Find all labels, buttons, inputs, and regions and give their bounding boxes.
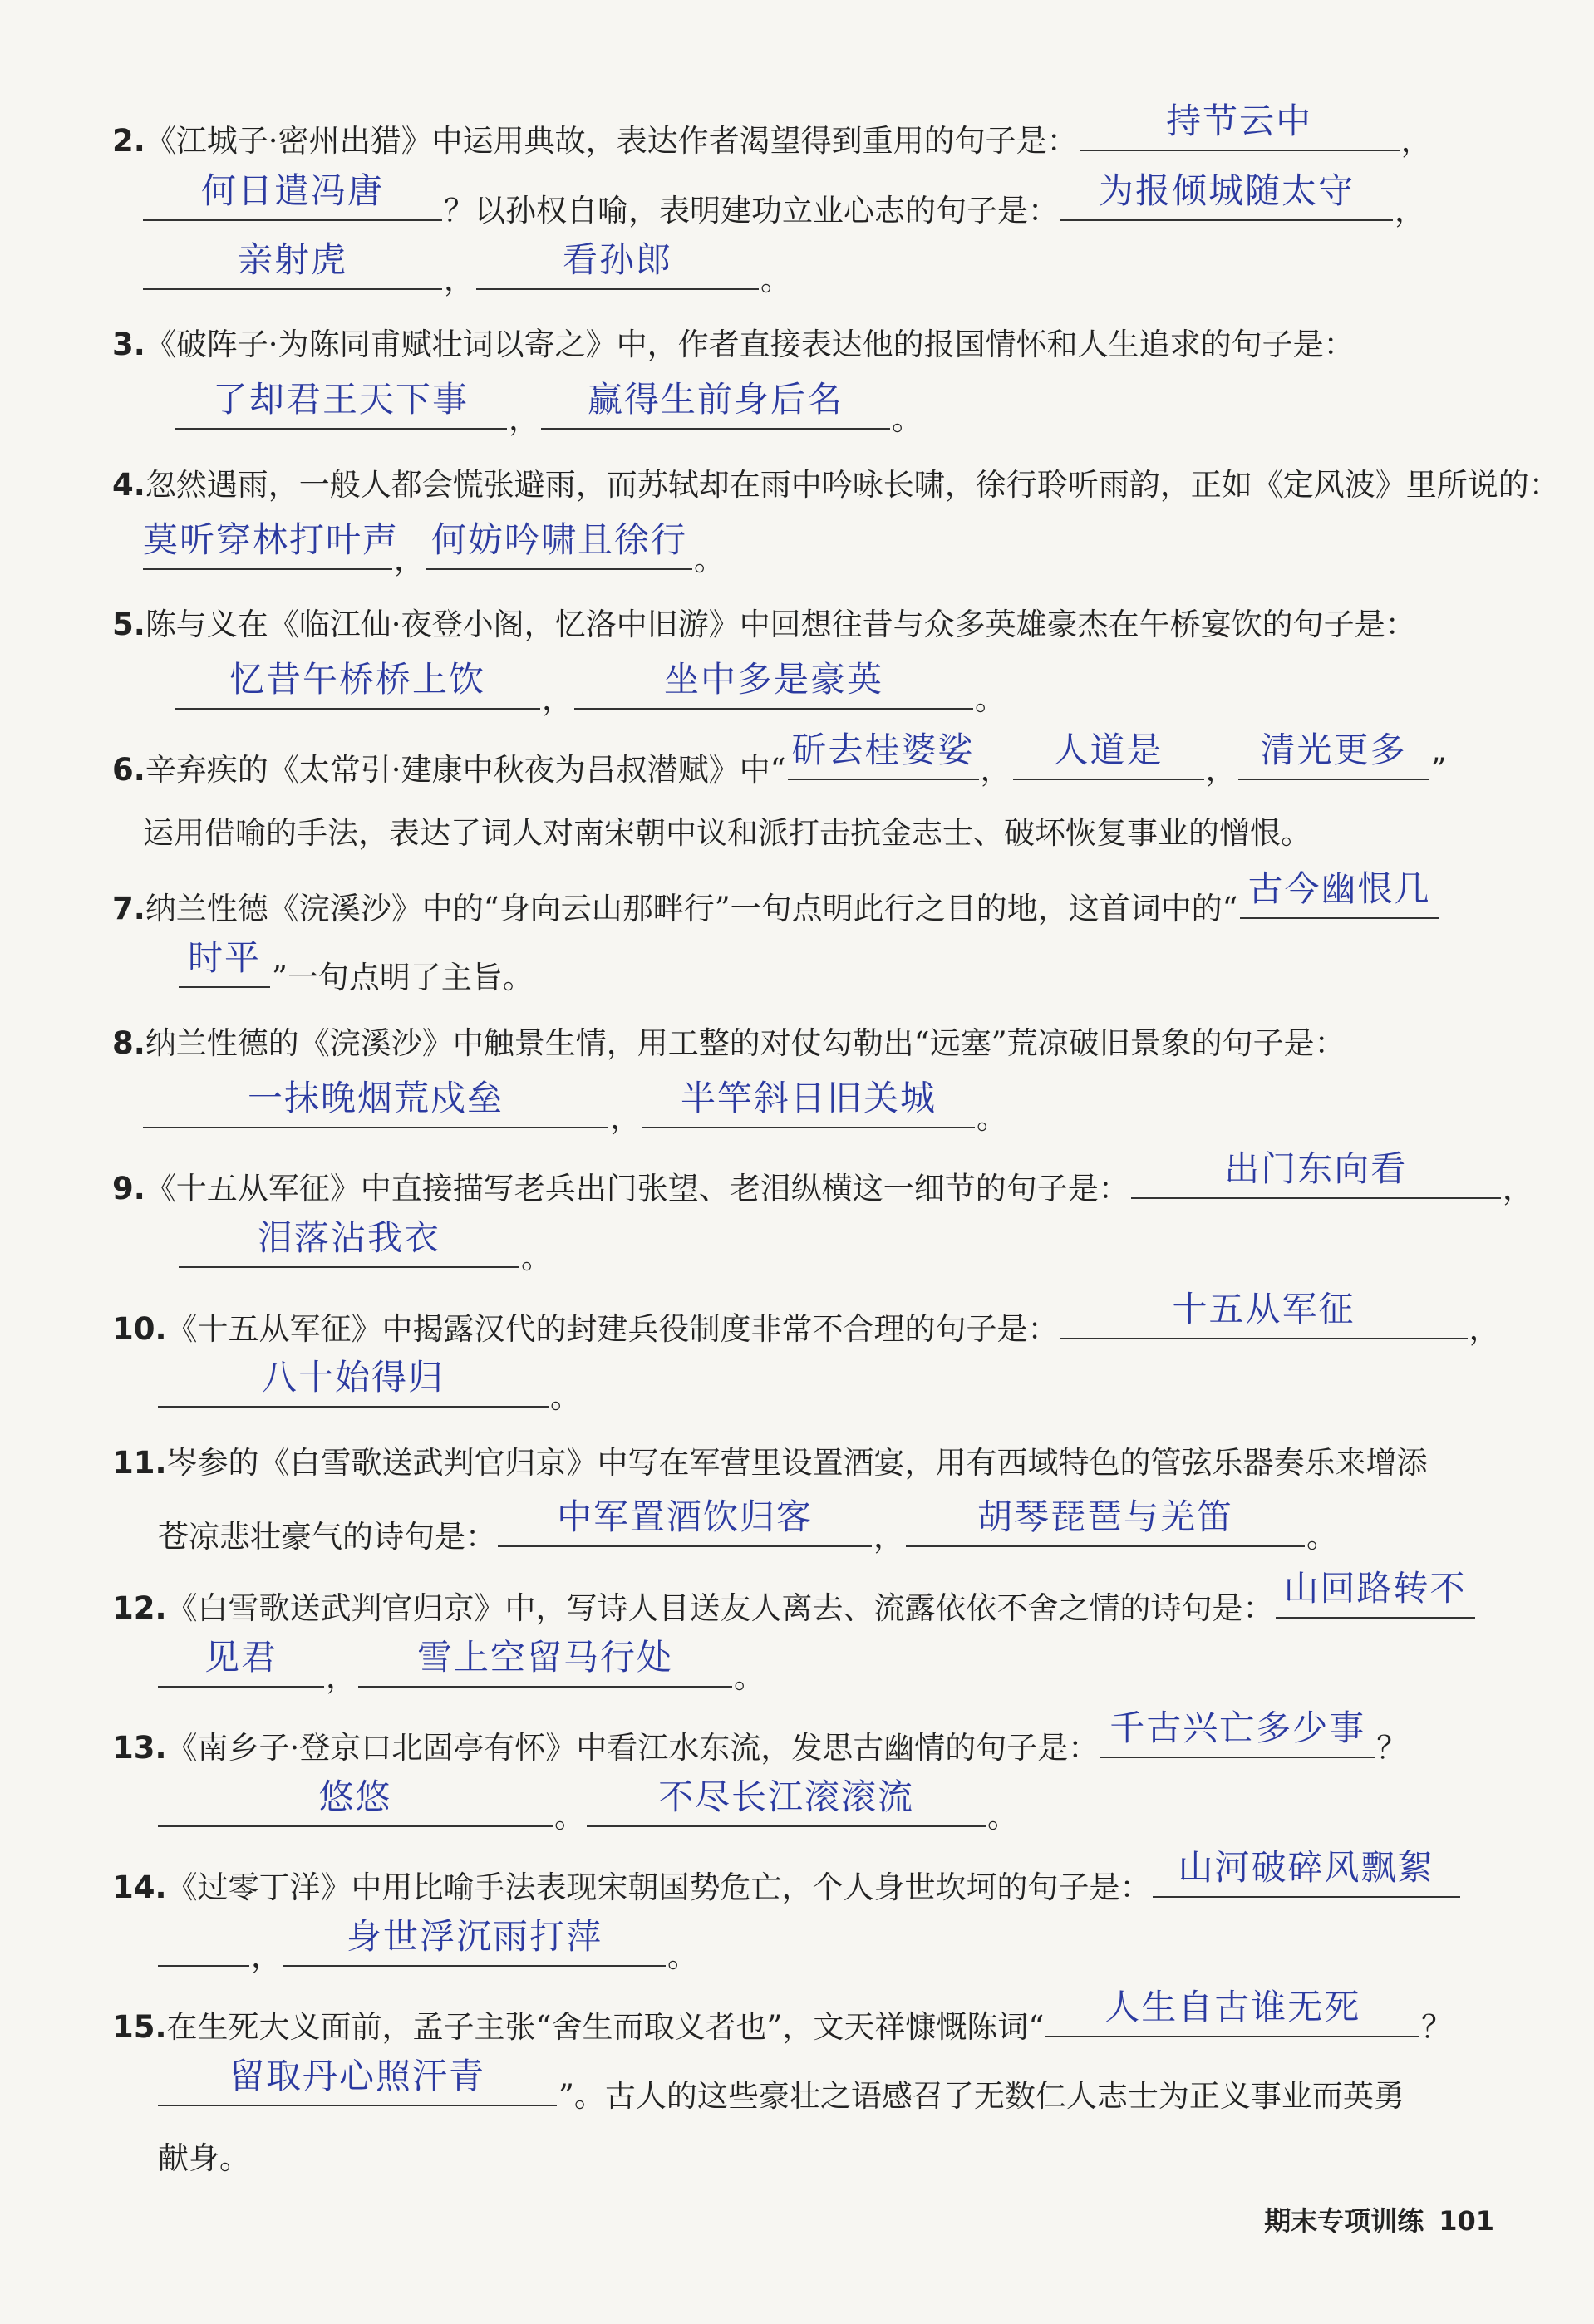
question-5-line-1 — [0, 602, 1594, 648]
answer-blank[interactable] — [143, 519, 400, 570]
punctuation: 。 — [667, 1938, 698, 1974]
handwritten-answer: 雪上空留马行处 — [416, 1637, 673, 1678]
punctuation: 。 — [550, 1379, 581, 1415]
question-11-line-2 — [0, 1496, 1594, 1560]
answer-blank[interactable] — [143, 239, 442, 290]
question-number: 3. — [112, 327, 145, 362]
answer-blank[interactable] — [476, 239, 759, 290]
answer-blank[interactable] — [498, 1496, 872, 1547]
punctuation: 。 — [694, 542, 725, 577]
answer-blank[interactable] — [143, 170, 442, 221]
handwritten-answer: 人生自古谁无死 — [1104, 1987, 1361, 2027]
question-text: 《破阵子·为陈同甫赋壮词以寄之》中，作者直接表达他的报国情怀和人生追求的句子是： — [145, 327, 1355, 362]
answer-blank[interactable] — [158, 1776, 553, 1827]
question-3-line-2 — [0, 379, 1594, 443]
question-text: ？以孙权自喻，表明建功立业心志的句子是： — [444, 193, 1059, 228]
punctuation: ， — [326, 1659, 357, 1695]
question-text: 《十五从军征》中直接描写老兵出门张望、老泪纵横这一细节的句子是： — [145, 1171, 1129, 1206]
question-number: 2. — [112, 123, 145, 159]
question-7-line-2 — [0, 937, 1594, 1001]
answer-blank[interactable] — [1060, 170, 1393, 221]
punctuation: ， — [873, 1519, 904, 1555]
question-15-line-2 — [0, 2056, 1594, 2120]
question-8-line-2 — [0, 1078, 1594, 1142]
question-2-line-2 — [0, 170, 1594, 234]
handwritten-answer: 半竿斜日旧关城 — [680, 1078, 937, 1118]
answer-blank[interactable] — [158, 1928, 249, 1967]
punctuation: ？ — [1421, 2009, 1453, 2045]
answer-blank[interactable] — [1060, 1289, 1468, 1339]
punctuation: ， — [394, 542, 425, 577]
question-number: 12. — [112, 1590, 167, 1626]
page-footer — [1264, 2200, 1494, 2238]
handwritten-answer: 为报倾城随太守 — [1098, 170, 1355, 211]
answer-blank[interactable] — [1276, 1568, 1475, 1619]
punctuation: ， — [1469, 1311, 1500, 1347]
punctuation: ， — [1400, 123, 1432, 159]
question-text: 纳兰性德的《浣溪沙》中触景生情，用工整的对仗勾勒出“远塞”荒凉破旧景象的句子是： — [145, 1025, 1346, 1061]
answer-blank[interactable] — [642, 1078, 975, 1128]
section-title: 期末专项训练 — [1264, 2205, 1424, 2237]
question-text: 献身。 — [158, 2140, 250, 2176]
punctuation: ？ — [1376, 1730, 1408, 1766]
answer-blank[interactable] — [1100, 1707, 1375, 1758]
question-14-line-1 — [0, 1847, 1594, 1911]
answer-blank[interactable] — [158, 1357, 549, 1408]
question-8-line-1 — [0, 1020, 1594, 1067]
question-text: 岑参的《白雪歌送武判官归京》中写在军营里设置酒宴，用有西域特色的管弦乐器奏乐来增添 — [166, 1445, 1428, 1481]
question-11-line-1 — [0, 1440, 1594, 1486]
handwritten-answer: 何妨吟啸且徐行 — [430, 519, 687, 560]
question-12-line-2 — [0, 1637, 1594, 1701]
punctuation: ， — [610, 1100, 641, 1136]
question-number: 9. — [112, 1171, 145, 1206]
question-number: 10. — [112, 1311, 167, 1347]
question-number: 5. — [112, 607, 145, 642]
handwritten-answer: 一抹晚烟荒戍垒 — [247, 1078, 504, 1118]
punctuation: ， — [251, 1938, 282, 1974]
page-number: 101 — [1439, 2205, 1494, 2237]
question-text: 陈与义在《临江仙·夜登小阁，忆洛中旧游》中回想往昔与众多英雄豪杰在午桥宴饮的句子是： — [145, 607, 1416, 642]
handwritten-answer: 莫听穿林打叶声 — [143, 519, 400, 560]
question-14-line-2 — [0, 1916, 1594, 1980]
punctuation: ， — [980, 752, 1011, 788]
punctuation: 。 — [975, 681, 1006, 717]
question-2-line-3 — [0, 239, 1594, 303]
question-text: 《过零丁洋》中用比喻手法表现宋朝国势危亡，个人身世坎坷的句子是： — [166, 1870, 1151, 1905]
question-text: 苍凉悲壮豪气的诗句是： — [158, 1519, 496, 1555]
handwritten-answer: 斫去桂婆娑 — [791, 730, 975, 770]
question-6-line-1 — [0, 730, 1594, 794]
handwritten-answer: 古今幽恨几 — [1247, 868, 1431, 909]
question-text: ”一句点明了主旨。 — [272, 960, 534, 995]
question-number: 15. — [112, 2009, 167, 2045]
question-text: 忽然遇雨，一般人都会慌张避雨，而苏轼却在雨中吟咏长啸，徐行聆听雨韵，正如《定风波》里所说的： — [145, 467, 1560, 503]
punctuation: ， — [542, 681, 573, 717]
question-text: ”。古人的这些豪壮之语感召了无数仁人志士为正义事业而英勇 — [558, 2078, 1405, 2114]
question-number: 7. — [112, 891, 145, 926]
punctuation: ， — [1205, 752, 1237, 788]
answer-blank[interactable] — [1080, 101, 1400, 151]
handwritten-answer: 忆昔午桥桥上饮 — [229, 659, 485, 700]
answer-blank[interactable] — [426, 519, 692, 570]
answer-blank[interactable] — [1013, 730, 1204, 780]
answer-blank[interactable] — [1045, 1987, 1419, 2037]
question-13-line-2 — [0, 1776, 1594, 1840]
question-text: 《十五从军征》中揭露汉代的封建兵役制度非常不合理的句子是： — [166, 1311, 1059, 1347]
punctuation: 。 — [554, 1799, 585, 1835]
punctuation: ， — [509, 401, 539, 437]
punctuation: ， — [1502, 1171, 1533, 1206]
question-3-line-1 — [0, 322, 1594, 368]
handwritten-answer: 何日遣冯唐 — [200, 170, 384, 211]
question-text: 辛弃疾的《太常引·建康中秋夜为吕叔潜赋》中“ — [145, 752, 786, 788]
question-text: 《南乡子·登京口北固亭有怀》中看江水东流，发思古幽情的句子是： — [166, 1730, 1100, 1766]
handwritten-answer: 出门东向看 — [1224, 1148, 1408, 1189]
answer-blank[interactable] — [1131, 1148, 1501, 1199]
handwritten-answer: 坐中多是豪英 — [663, 659, 883, 700]
answer-blank[interactable] — [158, 2056, 557, 2106]
answer-blank[interactable] — [1238, 730, 1429, 780]
question-4-line-2 — [0, 519, 1594, 583]
handwritten-answer: 中军置酒饮归客 — [556, 1496, 813, 1537]
answer-blank[interactable] — [179, 1217, 519, 1268]
question-2-line-1 — [0, 101, 1594, 165]
handwritten-answer: 见君 — [204, 1637, 278, 1678]
handwritten-answer: 十五从军征 — [1172, 1289, 1355, 1329]
question-text: 运用借喻的手法，表达了词人对南宋朝中议和派打击抗金志士、破坏恢复事业的憎恨。 — [143, 815, 1311, 851]
handwritten-answer: 八十始得归 — [261, 1357, 445, 1398]
handwritten-answer: 亲射虎 — [237, 239, 347, 280]
question-text: 《白雪歌送武判官归京》中，写诗人目送友人离去、流露依依不舍之情的诗句是： — [166, 1590, 1274, 1626]
question-text: 《江城子·密州出猎》中运用典故，表达作者渴望得到重用的句子是： — [145, 123, 1078, 159]
question-5-line-2 — [0, 659, 1594, 723]
question-4-line-1 — [0, 462, 1594, 509]
handwritten-answer: 持节云中 — [1166, 101, 1313, 141]
question-number: 14. — [112, 1870, 167, 1905]
handwritten-answer: 人道是 — [1053, 730, 1164, 770]
question-10-line-1 — [0, 1289, 1594, 1353]
answer-blank[interactable] — [143, 1078, 608, 1128]
handwritten-answer: 胡琴琵琶与羌笛 — [977, 1496, 1233, 1537]
handwritten-answer: 赢得生前身后名 — [587, 379, 844, 420]
question-9-line-1 — [0, 1148, 1594, 1212]
answer-blank[interactable] — [906, 1496, 1305, 1547]
punctuation: 。 — [734, 1659, 765, 1695]
answer-blank[interactable] — [179, 937, 270, 988]
question-number: 6. — [112, 752, 145, 788]
punctuation: 。 — [760, 262, 791, 297]
handwritten-answer: 山河破碎风飘絮 — [1178, 1847, 1434, 1888]
question-12-line-1 — [0, 1568, 1594, 1632]
question-15-line-3 — [0, 2135, 1594, 2182]
answer-blank[interactable] — [541, 379, 890, 430]
question-6-line-2 — [0, 810, 1594, 857]
handwritten-answer: 泪落沾我衣 — [257, 1217, 440, 1258]
punctuation: 。 — [1306, 1519, 1337, 1555]
question-text: 纳兰性德《浣溪沙》中的“身向云山那畔行”一句点明此行之目的地，这首词中的“ — [145, 891, 1238, 926]
handwritten-answer: 看孙郎 — [562, 239, 672, 280]
punctuation: 。 — [892, 401, 922, 437]
question-number: 4. — [112, 467, 145, 503]
handwritten-answer: 了却君王天下事 — [212, 379, 469, 420]
punctuation: 。 — [977, 1100, 1007, 1136]
question-7-line-1 — [0, 868, 1594, 932]
answer-blank[interactable] — [1240, 868, 1439, 919]
handwritten-answer: 千古兴亡多少事 — [1109, 1707, 1366, 1748]
question-15-line-1 — [0, 1987, 1594, 2051]
handwritten-answer: 时平 — [187, 937, 261, 978]
answer-blank[interactable] — [574, 659, 973, 710]
question-13-line-1 — [0, 1707, 1594, 1771]
handwritten-answer: 清光更多 — [1260, 730, 1407, 770]
answer-blank[interactable] — [587, 1776, 986, 1827]
question-text: 在生死大义面前，孟子主张“舍生而取义者也”，文天祥慷慨陈词“ — [166, 2009, 1045, 2045]
punctuation: ， — [1395, 193, 1425, 228]
answer-blank[interactable] — [788, 730, 979, 780]
answer-blank[interactable] — [175, 379, 507, 430]
answer-blank[interactable] — [175, 659, 540, 710]
punctuation: 。 — [987, 1799, 1018, 1835]
answer-blank[interactable] — [358, 1637, 732, 1688]
answer-blank[interactable] — [283, 1916, 666, 1967]
answer-blank[interactable] — [1153, 1847, 1460, 1898]
handwritten-answer: 身世浮沉雨打萍 — [346, 1916, 603, 1957]
question-10-line-2 — [0, 1357, 1594, 1421]
handwritten-answer: 山回路转不 — [1283, 1568, 1467, 1609]
punctuation: ， — [444, 262, 475, 297]
answer-blank[interactable] — [158, 1637, 324, 1688]
question-number: 8. — [112, 1025, 145, 1061]
question-number: 11. — [112, 1445, 167, 1481]
handwritten-answer: 悠悠 — [318, 1776, 392, 1817]
handwritten-answer: 留取丹心照汗青 — [229, 2056, 485, 2096]
handwritten-answer: 不尽长江滚滚流 — [657, 1776, 914, 1817]
question-number: 13. — [112, 1730, 167, 1766]
punctuation: 。 — [521, 1240, 552, 1275]
question-9-line-2 — [0, 1217, 1594, 1281]
punctuation: ” — [1430, 752, 1447, 788]
